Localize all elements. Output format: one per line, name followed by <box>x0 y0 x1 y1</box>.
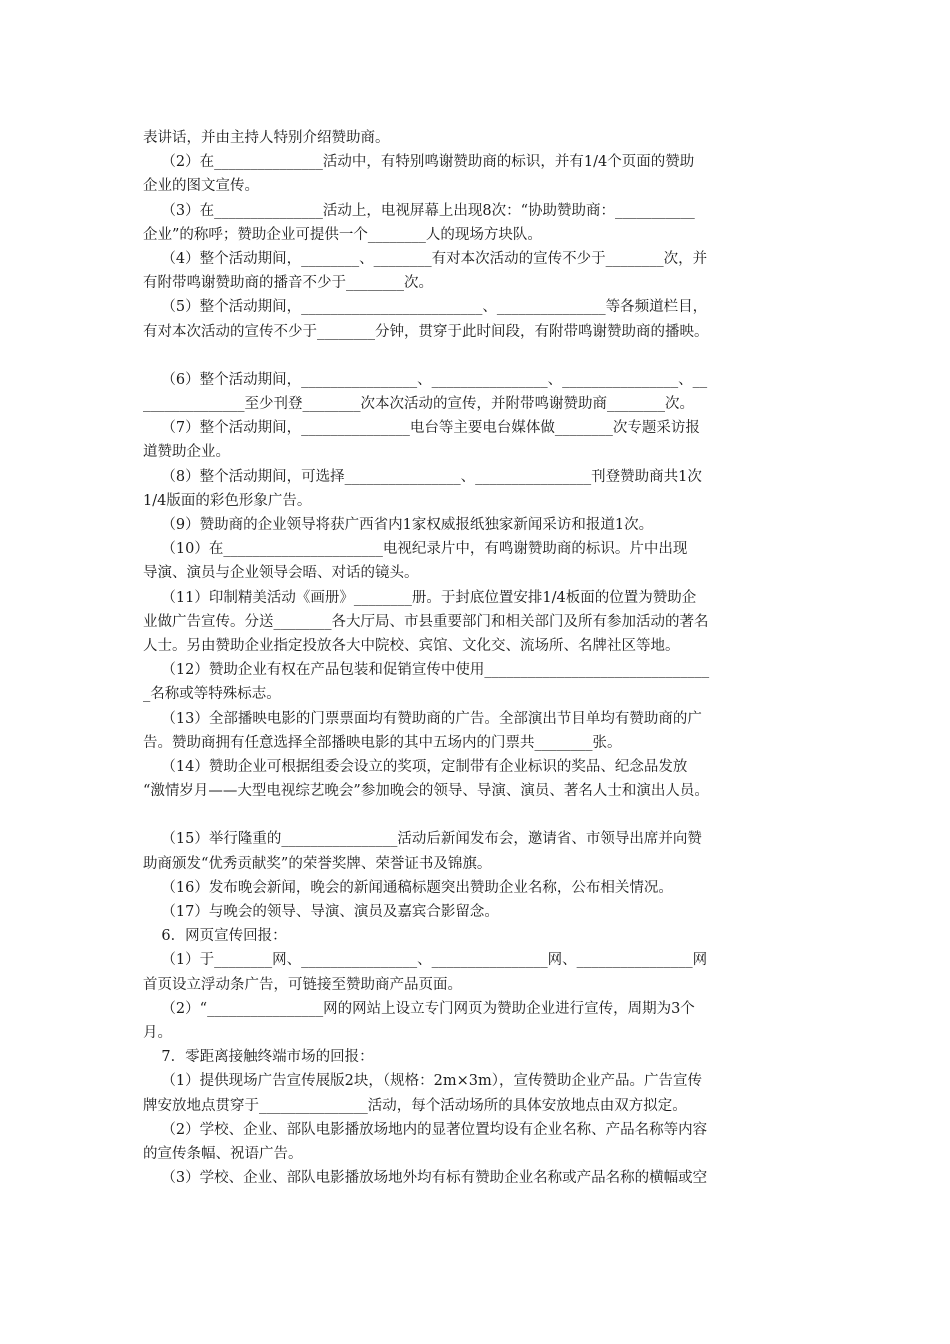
text-line: （4）整个活动期间，________、________有对本次活动的宣传不少于________次，并 <box>143 250 708 267</box>
text-line: 企业”的称呼；赞助企业可提供一个________人的现场方块队。 <box>143 226 542 243</box>
paragraph-gap <box>143 344 811 368</box>
text-line: （8）整个活动期间，可选择________________、________________刊登赞助商共1次 <box>143 468 702 485</box>
text-line: （15）举行隆重的________________活动后新闻发布会，邀请省、市领导出席并向赞 <box>143 831 702 848</box>
text-line: 导演、演员与企业领导会晤、对话的镜头。 <box>143 565 419 582</box>
text-line: （3）在_______________活动上，电视屏幕上出现8次：“协助赞助商：___________ <box>143 202 695 219</box>
text-line: 月。 <box>143 1024 172 1041</box>
text-line: （5）整个活动期间，_________________________、_______________等各频道栏目， <box>143 299 708 316</box>
text-line: _名称或等特殊标志。 <box>143 686 281 703</box>
text-line: （2）学校、企业、部队电影播放场地内的显著位置均设有企业名称、产品名称等内容 <box>143 1121 708 1138</box>
text-line: （1）于________网、________________、________________网、________________网 <box>143 952 708 969</box>
text-line: 告。赞助商拥有任意选择全部播映电影的其中五场内的门票共________张。 <box>143 734 622 751</box>
text-line: ______________至少刊登________次本次活动的宣传，并附带鸣谢赞助商________次。 <box>143 396 694 413</box>
text-line: 有附带鸣谢赞助商的播音不少于________次。 <box>143 275 433 292</box>
text-line: （14）赞助企业可根据组委会设立的奖项，定制带有企业标识的奖品、纪念品发放 <box>143 758 688 775</box>
text-line: 企业的图文宣传。 <box>143 178 259 195</box>
text-line: （9）赞助商的企业领导将获广西省内1家权威报纸独家新闻采访和报道1次。 <box>143 517 654 533</box>
text-line: 的宣传条幅、祝语广告。 <box>143 1145 303 1162</box>
text-line: （6）整个活动期间，________________、________________、________________、__ <box>143 371 708 388</box>
text-line: 6．网页宣传回报： <box>143 928 287 945</box>
text-line: 首页设立浮动条广告，可链接至赞助商产品页面。 <box>143 976 462 993</box>
text-line: （17）与晚会的领导、导演、演员及嘉宾合影留念。 <box>143 904 499 920</box>
text-line: 道赞助企业。 <box>143 444 230 461</box>
text-line: （11）印制精美活动《画册》________册。于封底位置安排1/4板面的位置为赞助企 <box>143 589 697 606</box>
text-line: 业做广告宣传。分送________各大厅局、市县重要部门和相关部门及所有参加活动的著名 <box>143 613 709 630</box>
text-line: 1/4版面的彩色形象广告。 <box>143 492 312 509</box>
text-line: （13）全部播映电影的门票票面均有赞助商的广告。全部演出节目单均有赞助商的广 <box>143 710 702 727</box>
text-line: （16）发布晚会新闻，晚会的新闻通稿标题突出赞助企业名称，公布相关情况。 <box>143 879 673 896</box>
text-line: “激情岁月——大型电视综艺晚会”参加晚会的领导、导演、演员、著名人士和演出人员。 <box>143 783 709 800</box>
text-line: 助商颁发“优秀贡献奖”的荣誉奖牌、荣誉证书及锦旗。 <box>143 855 492 872</box>
text-line: （7）整个活动期间，_______________电台等主要电台媒体做________次专题采访报 <box>143 420 700 437</box>
text-line: （3）学校、企业、部队电影播放场地外均有标有赞助企业名称或产品名称的横幅或空 <box>143 1170 708 1187</box>
text-line: 牌安放地点贯穿于_______________活动，每个活动场所的具体安放地点由双方拟定。 <box>143 1097 687 1114</box>
text-line: （12）赞助企业有权在产品包装和促销宣传中使用_______________________________ <box>143 662 710 679</box>
text-line: 7．零距离接触终端市场的回报： <box>143 1049 374 1066</box>
text-line: （2）在_______________活动中，有特别鸣谢赞助商的标识，并有1/4个页面的赞助 <box>143 154 695 171</box>
text-line: 表讲话，并由主持人特别介绍赞助商。 <box>143 130 390 146</box>
text-line: （1）提供现场广告宣传展版2块，（规格：2m×3m），宣传赞助企业产品。广告宣传 <box>143 1073 702 1090</box>
document-body <box>143 126 811 1190</box>
text-line: （10）在______________________电视纪录片中，有鸣谢赞助商的标识。片中出现 <box>143 541 688 558</box>
text-line: 人士。另由赞助企业指定投放各大中院校、宾馆、文化交、流场所、名牌社区等地。 <box>143 637 680 654</box>
paragraph-gap <box>143 803 811 827</box>
text-line: 有对本次活动的宣传不少于________分钟，贯穿于此时间段，有附带鸣谢赞助商的播映。 <box>143 323 709 340</box>
text-line: （2）“________________网的网站上设立专门网页为赞助企业进行宣传，周期为3个 <box>143 1000 695 1017</box>
